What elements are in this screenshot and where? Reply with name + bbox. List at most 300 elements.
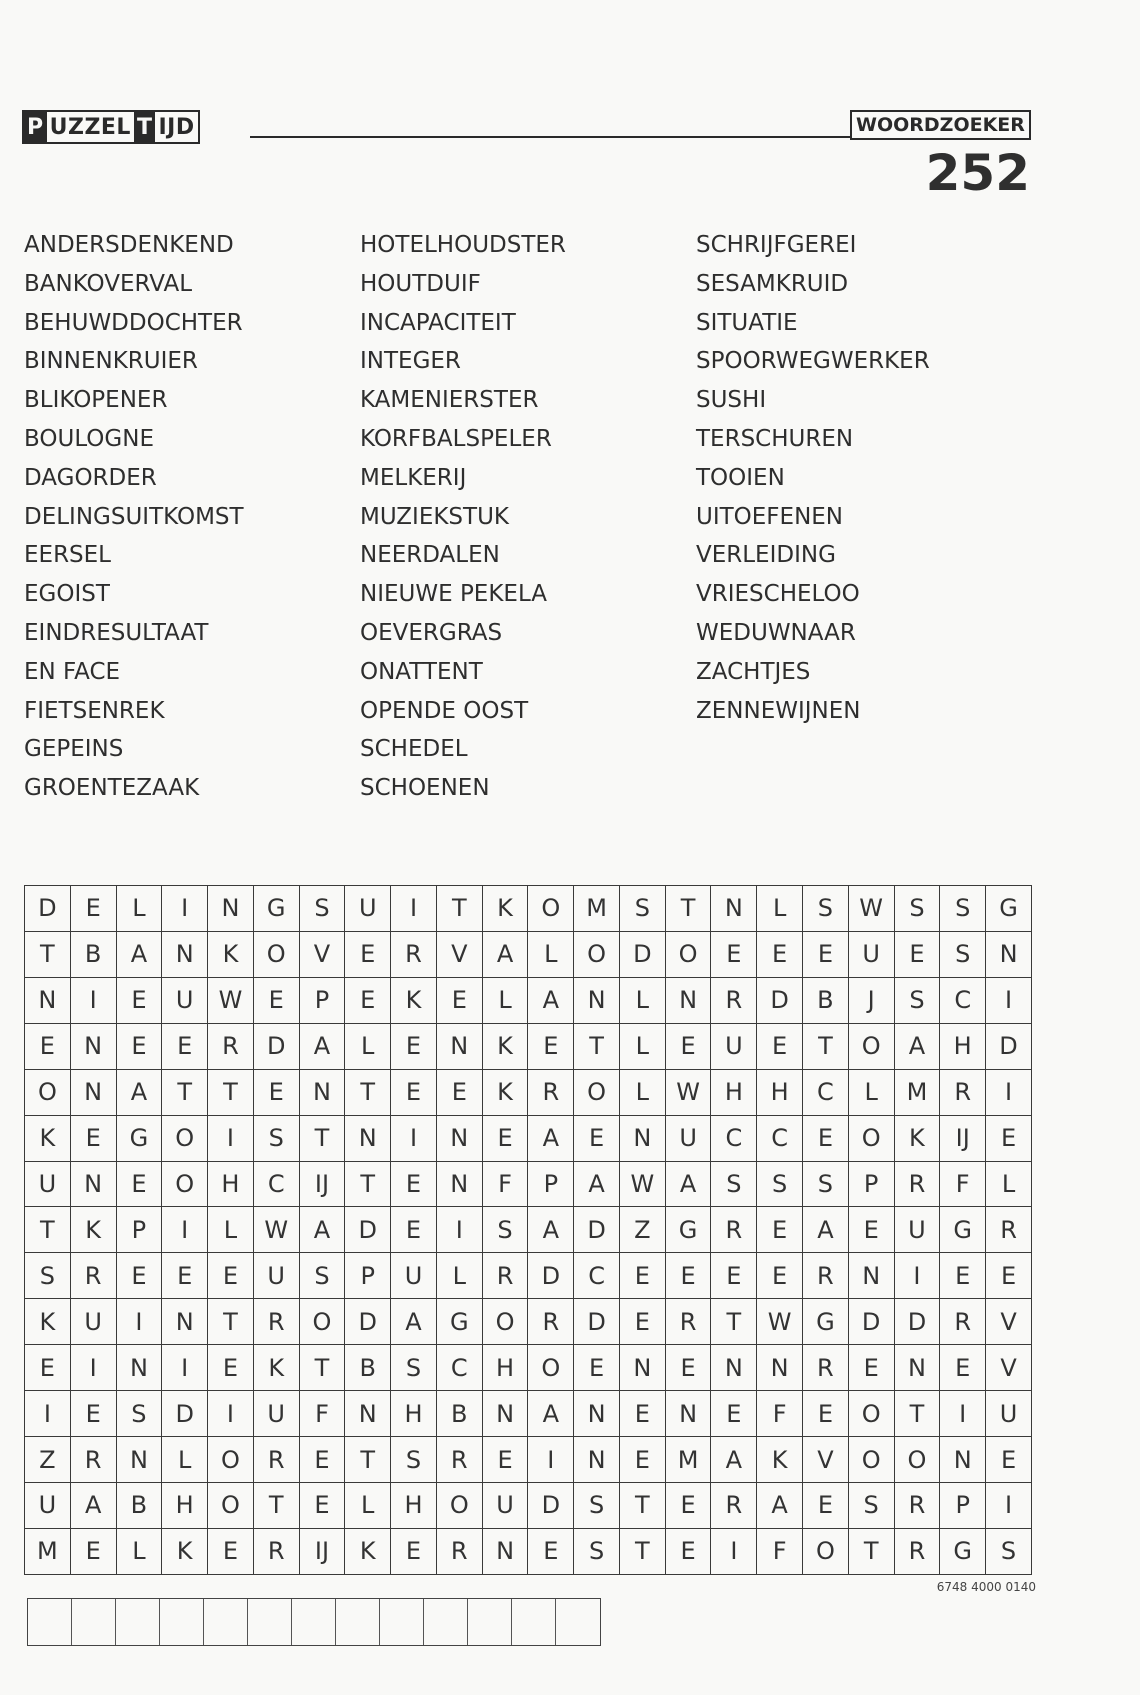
grid-cell[interactable]: S [803,1161,849,1207]
grid-cell[interactable]: O [848,1023,894,1069]
grid-cell[interactable]: R [528,1069,574,1115]
grid-cell[interactable]: E [665,1528,711,1574]
grid-cell[interactable]: R [711,1207,757,1253]
grid-cell[interactable]: E [848,1345,894,1391]
grid-cell[interactable]: E [986,1437,1032,1483]
grid-cell[interactable]: T [848,1528,894,1574]
grid-cell[interactable]: R [436,1437,482,1483]
grid-cell[interactable]: V [299,931,345,977]
grid-cell[interactable]: O [253,931,299,977]
grid-cell[interactable]: Z [25,1437,71,1483]
grid-cell[interactable]: E [391,1023,437,1069]
answer-box[interactable] [424,1599,468,1645]
grid-cell[interactable]: E [345,977,391,1023]
grid-cell[interactable]: L [986,1161,1032,1207]
grid-cell[interactable]: U [665,1115,711,1161]
grid-cell[interactable]: A [116,1069,162,1115]
grid-cell[interactable]: T [803,1023,849,1069]
grid-cell[interactable]: O [848,1115,894,1161]
grid-cell[interactable]: V [436,931,482,977]
grid-cell[interactable]: E [711,1391,757,1437]
grid-cell[interactable]: N [345,1115,391,1161]
grid-cell[interactable]: L [436,1253,482,1299]
grid-cell[interactable]: W [208,977,254,1023]
grid-cell[interactable]: O [25,1069,71,1115]
grid-cell[interactable]: A [803,1207,849,1253]
grid-cell[interactable]: K [391,977,437,1023]
grid-cell[interactable]: A [757,1482,803,1528]
grid-cell[interactable]: N [162,931,208,977]
grid-cell[interactable]: N [711,1345,757,1391]
grid-cell[interactable]: L [116,886,162,932]
grid-cell[interactable]: S [803,886,849,932]
grid-cell[interactable]: R [711,1482,757,1528]
grid-cell[interactable]: L [345,1482,391,1528]
grid-cell[interactable]: O [528,1345,574,1391]
grid-cell[interactable]: T [208,1069,254,1115]
grid-cell[interactable]: A [894,1023,940,1069]
answer-box[interactable] [512,1599,556,1645]
grid-cell[interactable]: E [619,1437,665,1483]
grid-cell[interactable]: A [574,1161,620,1207]
grid-cell[interactable]: B [116,1482,162,1528]
grid-cell[interactable]: E [25,1023,71,1069]
grid-cell[interactable]: N [619,1345,665,1391]
grid-cell[interactable]: I [70,1345,116,1391]
grid-cell[interactable]: O [574,931,620,977]
grid-cell[interactable]: U [25,1161,71,1207]
grid-cell[interactable]: I [711,1528,757,1574]
grid-cell[interactable]: S [848,1482,894,1528]
grid-cell[interactable]: I [436,1207,482,1253]
grid-cell[interactable]: F [482,1161,528,1207]
grid-cell[interactable]: H [940,1023,986,1069]
grid-cell[interactable]: E [528,1528,574,1574]
grid-cell[interactable]: P [940,1482,986,1528]
grid-cell[interactable]: I [894,1253,940,1299]
grid-cell[interactable]: E [574,1115,620,1161]
grid-cell[interactable]: C [757,1115,803,1161]
grid-cell[interactable]: R [253,1299,299,1345]
answer-box[interactable] [380,1599,424,1645]
grid-cell[interactable]: S [482,1207,528,1253]
grid-cell[interactable]: D [757,977,803,1023]
grid-cell[interactable]: R [253,1528,299,1574]
grid-cell[interactable]: A [70,1482,116,1528]
grid-cell[interactable]: E [757,1253,803,1299]
grid-cell[interactable]: N [208,886,254,932]
grid-cell[interactable]: C [940,977,986,1023]
grid-cell[interactable]: E [803,1115,849,1161]
grid-cell[interactable]: P [848,1161,894,1207]
grid-cell[interactable]: D [162,1391,208,1437]
grid-cell[interactable]: O [162,1115,208,1161]
grid-cell[interactable]: E [116,977,162,1023]
grid-cell[interactable]: E [665,1023,711,1069]
grid-cell[interactable]: N [70,1023,116,1069]
grid-cell[interactable]: B [345,1345,391,1391]
grid-cell[interactable]: A [528,1207,574,1253]
grid-cell[interactable]: N [116,1345,162,1391]
grid-cell[interactable]: T [299,1345,345,1391]
grid-cell[interactable]: A [528,1391,574,1437]
answer-box[interactable] [204,1599,248,1645]
grid-cell[interactable]: D [528,1482,574,1528]
grid-cell[interactable]: I [528,1437,574,1483]
grid-cell[interactable]: E [299,1482,345,1528]
grid-cell[interactable]: N [345,1391,391,1437]
grid-cell[interactable]: V [986,1299,1032,1345]
grid-cell[interactable]: P [299,977,345,1023]
grid-cell[interactable]: G [803,1299,849,1345]
grid-cell[interactable]: K [25,1115,71,1161]
grid-cell[interactable]: C [253,1161,299,1207]
grid-cell[interactable]: D [345,1207,391,1253]
grid-cell[interactable]: E [208,1345,254,1391]
grid-cell[interactable]: R [528,1299,574,1345]
grid-cell[interactable]: V [986,1345,1032,1391]
grid-cell[interactable]: F [757,1528,803,1574]
grid-cell[interactable]: B [436,1391,482,1437]
grid-cell[interactable]: T [162,1069,208,1115]
grid-cell[interactable]: S [299,1253,345,1299]
grid-cell[interactable]: O [574,1069,620,1115]
grid-cell[interactable]: E [25,1345,71,1391]
grid-cell[interactable]: U [391,1253,437,1299]
grid-cell[interactable]: R [803,1253,849,1299]
grid-cell[interactable]: F [757,1391,803,1437]
grid-cell[interactable]: M [894,1069,940,1115]
grid-cell[interactable]: T [619,1528,665,1574]
grid-cell[interactable]: E [757,931,803,977]
grid-cell[interactable]: E [162,1023,208,1069]
grid-cell[interactable]: A [299,1207,345,1253]
grid-cell[interactable]: E [803,1391,849,1437]
grid-cell[interactable]: E [253,977,299,1023]
grid-cell[interactable]: L [619,1069,665,1115]
grid-cell[interactable]: R [482,1253,528,1299]
grid-cell[interactable]: E [116,1023,162,1069]
grid-cell[interactable]: N [482,1391,528,1437]
grid-cell[interactable]: S [116,1391,162,1437]
grid-cell[interactable]: O [803,1528,849,1574]
grid-cell[interactable]: B [70,931,116,977]
grid-cell[interactable]: U [253,1391,299,1437]
grid-cell[interactable]: G [665,1207,711,1253]
grid-cell[interactable]: H [208,1161,254,1207]
grid-cell[interactable]: E [940,1253,986,1299]
grid-cell[interactable]: H [391,1482,437,1528]
grid-cell[interactable]: D [25,886,71,932]
grid-cell[interactable]: N [711,886,757,932]
grid-cell[interactable]: U [25,1482,71,1528]
grid-cell[interactable]: E [757,1023,803,1069]
grid-cell[interactable]: T [711,1299,757,1345]
grid-cell[interactable]: O [528,886,574,932]
grid-cell[interactable]: N [162,1299,208,1345]
grid-cell[interactable]: O [848,1437,894,1483]
grid-cell[interactable]: U [162,977,208,1023]
grid-cell[interactable]: V [803,1437,849,1483]
answer-box[interactable] [248,1599,292,1645]
grid-cell[interactable]: E [986,1115,1032,1161]
grid-cell[interactable]: D [253,1023,299,1069]
grid-cell[interactable]: N [894,1345,940,1391]
grid-cell[interactable]: T [665,886,711,932]
grid-cell[interactable]: E [70,1391,116,1437]
grid-cell[interactable]: D [619,931,665,977]
grid-cell[interactable]: R [436,1528,482,1574]
grid-cell[interactable]: R [894,1161,940,1207]
grid-cell[interactable]: T [894,1391,940,1437]
grid-cell[interactable]: T [253,1482,299,1528]
grid-cell[interactable]: K [482,1069,528,1115]
grid-cell[interactable]: U [482,1482,528,1528]
grid-cell[interactable]: P [345,1253,391,1299]
grid-cell[interactable]: F [299,1391,345,1437]
grid-cell[interactable]: E [70,886,116,932]
grid-cell[interactable]: R [894,1528,940,1574]
grid-cell[interactable]: E [70,1528,116,1574]
grid-cell[interactable]: K [757,1437,803,1483]
grid-cell[interactable]: H [391,1391,437,1437]
grid-cell[interactable]: M [25,1528,71,1574]
grid-cell[interactable]: E [986,1253,1032,1299]
grid-cell[interactable]: N [986,931,1032,977]
grid-cell[interactable]: E [116,1161,162,1207]
grid-cell[interactable]: C [574,1253,620,1299]
grid-cell[interactable]: N [436,1115,482,1161]
grid-cell[interactable]: L [528,931,574,977]
grid-cell[interactable]: O [208,1482,254,1528]
grid-cell[interactable]: K [162,1528,208,1574]
grid-cell[interactable]: N [574,977,620,1023]
grid-cell[interactable]: W [665,1069,711,1115]
grid-cell[interactable]: IJ [940,1115,986,1161]
grid-cell[interactable]: E [619,1299,665,1345]
grid-cell[interactable]: IJ [299,1161,345,1207]
grid-cell[interactable]: P [528,1161,574,1207]
grid-cell[interactable]: E [391,1161,437,1207]
grid-cell[interactable]: D [574,1207,620,1253]
grid-cell[interactable]: K [70,1207,116,1253]
grid-cell[interactable]: T [25,931,71,977]
grid-cell[interactable]: N [25,977,71,1023]
grid-cell[interactable]: N [757,1345,803,1391]
grid-cell[interactable]: E [482,1115,528,1161]
grid-cell[interactable]: E [894,931,940,977]
grid-cell[interactable]: U [345,886,391,932]
grid-cell[interactable]: U [711,1023,757,1069]
grid-cell[interactable]: E [711,931,757,977]
grid-cell[interactable]: O [848,1391,894,1437]
grid-cell[interactable]: M [574,886,620,932]
grid-cell[interactable]: I [208,1391,254,1437]
grid-cell[interactable]: A [528,977,574,1023]
grid-cell[interactable]: L [208,1207,254,1253]
grid-cell[interactable]: I [940,1391,986,1437]
grid-cell[interactable]: C [803,1069,849,1115]
grid-cell[interactable]: I [986,1482,1032,1528]
grid-cell[interactable]: O [162,1161,208,1207]
grid-cell[interactable]: I [208,1115,254,1161]
grid-cell[interactable]: E [116,1253,162,1299]
grid-cell[interactable]: E [574,1345,620,1391]
grid-cell[interactable]: R [70,1253,116,1299]
grid-cell[interactable]: K [25,1299,71,1345]
grid-cell[interactable]: E [757,1207,803,1253]
grid-cell[interactable]: R [208,1023,254,1069]
grid-cell[interactable]: N [70,1161,116,1207]
grid-cell[interactable]: A [665,1161,711,1207]
grid-cell[interactable]: H [711,1069,757,1115]
grid-cell[interactable]: E [803,1482,849,1528]
grid-cell[interactable]: S [940,931,986,977]
grid-cell[interactable]: E [528,1023,574,1069]
grid-cell[interactable]: B [803,977,849,1023]
grid-cell[interactable]: S [619,886,665,932]
answer-box[interactable] [556,1599,600,1645]
grid-cell[interactable]: R [70,1437,116,1483]
grid-cell[interactable]: W [848,886,894,932]
grid-cell[interactable]: A [116,931,162,977]
grid-cell[interactable]: N [436,1023,482,1069]
grid-cell[interactable]: I [116,1299,162,1345]
grid-cell[interactable]: E [345,931,391,977]
grid-cell[interactable]: S [391,1437,437,1483]
grid-cell[interactable]: H [757,1069,803,1115]
grid-cell[interactable]: E [665,1482,711,1528]
grid-cell[interactable]: N [619,1115,665,1161]
answer-box[interactable] [28,1599,72,1645]
grid-cell[interactable]: C [711,1115,757,1161]
grid-cell[interactable]: L [345,1023,391,1069]
answer-box[interactable] [116,1599,160,1645]
grid-cell[interactable]: E [253,1069,299,1115]
grid-cell[interactable]: J [848,977,894,1023]
grid-cell[interactable]: O [299,1299,345,1345]
grid-cell[interactable]: D [848,1299,894,1345]
grid-cell[interactable]: G [940,1528,986,1574]
grid-cell[interactable]: A [391,1299,437,1345]
grid-cell[interactable]: R [803,1345,849,1391]
grid-cell[interactable]: O [436,1482,482,1528]
grid-cell[interactable]: E [665,1345,711,1391]
grid-cell[interactable]: L [757,886,803,932]
grid-cell[interactable]: K [482,1023,528,1069]
grid-cell[interactable]: L [116,1528,162,1574]
grid-cell[interactable]: D [986,1023,1032,1069]
grid-cell[interactable]: A [482,931,528,977]
grid-cell[interactable]: G [436,1299,482,1345]
grid-cell[interactable]: P [116,1207,162,1253]
grid-cell[interactable]: E [803,931,849,977]
grid-cell[interactable]: U [894,1207,940,1253]
grid-cell[interactable]: U [986,1391,1032,1437]
grid-cell[interactable]: L [848,1069,894,1115]
grid-cell[interactable]: L [162,1437,208,1483]
grid-cell[interactable]: S [940,886,986,932]
grid-cell[interactable]: L [619,977,665,1023]
grid-cell[interactable]: C [436,1345,482,1391]
grid-cell[interactable]: T [574,1023,620,1069]
grid-cell[interactable]: N [848,1253,894,1299]
grid-cell[interactable]: K [208,931,254,977]
grid-cell[interactable]: R [711,977,757,1023]
grid-cell[interactable]: G [116,1115,162,1161]
grid-cell[interactable]: G [253,886,299,932]
grid-cell[interactable]: S [25,1253,71,1299]
grid-cell[interactable]: D [528,1253,574,1299]
grid-cell[interactable]: E [208,1253,254,1299]
grid-cell[interactable]: S [986,1528,1032,1574]
grid-cell[interactable]: M [665,1437,711,1483]
grid-cell[interactable]: T [345,1069,391,1115]
grid-cell[interactable]: O [894,1437,940,1483]
grid-cell[interactable]: T [436,886,482,932]
grid-cell[interactable]: S [894,977,940,1023]
grid-cell[interactable]: T [345,1161,391,1207]
grid-cell[interactable]: I [986,1069,1032,1115]
grid-cell[interactable]: W [757,1299,803,1345]
grid-cell[interactable]: A [528,1115,574,1161]
grid-cell[interactable]: S [711,1161,757,1207]
answer-box[interactable] [468,1599,512,1645]
grid-cell[interactable]: E [391,1207,437,1253]
grid-cell[interactable]: T [619,1482,665,1528]
grid-cell[interactable]: U [253,1253,299,1299]
grid-cell[interactable]: R [894,1482,940,1528]
grid-cell[interactable]: I [70,977,116,1023]
grid-cell[interactable]: K [894,1115,940,1161]
grid-cell[interactable]: I [391,1115,437,1161]
grid-cell[interactable]: S [894,886,940,932]
grid-cell[interactable]: T [345,1437,391,1483]
grid-cell[interactable]: W [253,1207,299,1253]
grid-cell[interactable]: R [391,931,437,977]
grid-cell[interactable]: N [299,1069,345,1115]
grid-cell[interactable]: F [940,1161,986,1207]
grid-cell[interactable]: K [253,1345,299,1391]
grid-cell[interactable]: N [482,1528,528,1574]
grid-cell[interactable]: I [391,886,437,932]
grid-cell[interactable]: O [208,1437,254,1483]
grid-cell[interactable]: I [162,886,208,932]
grid-cell[interactable]: S [253,1115,299,1161]
grid-cell[interactable]: L [619,1023,665,1069]
grid-cell[interactable]: N [665,1391,711,1437]
grid-cell[interactable]: I [162,1207,208,1253]
grid-cell[interactable]: R [665,1299,711,1345]
grid-cell[interactable]: G [986,886,1032,932]
grid-cell[interactable]: Z [619,1207,665,1253]
grid-cell[interactable]: S [574,1482,620,1528]
grid-cell[interactable]: D [894,1299,940,1345]
grid-cell[interactable]: N [665,977,711,1023]
grid-cell[interactable]: R [940,1299,986,1345]
grid-cell[interactable]: E [299,1437,345,1483]
grid-cell[interactable]: N [70,1069,116,1115]
grid-cell[interactable]: IJ [299,1528,345,1574]
grid-cell[interactable]: E [391,1069,437,1115]
grid-cell[interactable]: U [848,931,894,977]
grid-cell[interactable]: E [162,1253,208,1299]
grid-cell[interactable]: K [482,886,528,932]
grid-cell[interactable]: N [574,1437,620,1483]
grid-cell[interactable]: D [574,1299,620,1345]
grid-cell[interactable]: R [253,1437,299,1483]
grid-cell[interactable]: K [345,1528,391,1574]
